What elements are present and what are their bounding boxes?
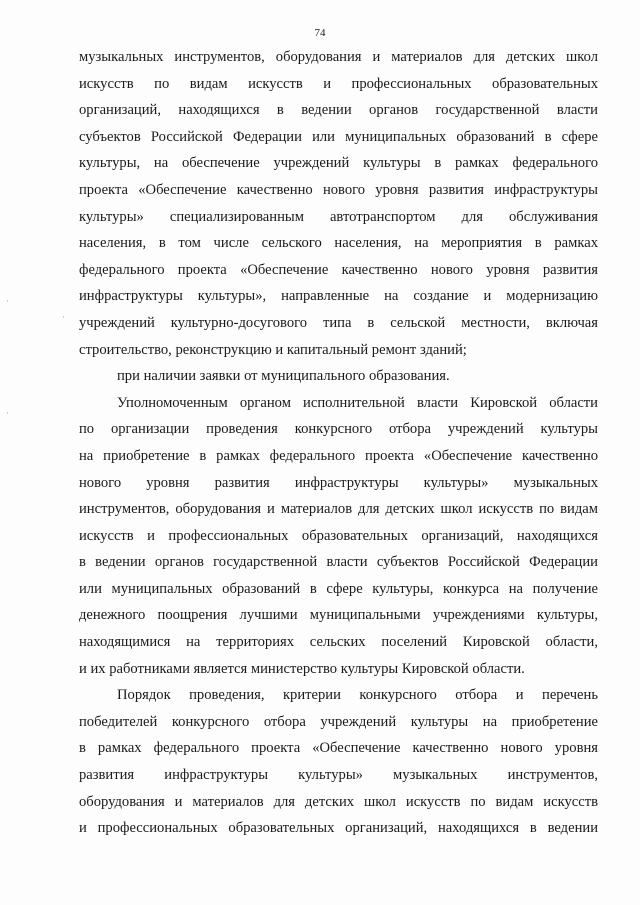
text-line: нового уровня развития инфраструктуры культуры» музыкальных — [79, 474, 598, 491]
text-line: Уполномоченным органом исполнительной власти Кировской области — [117, 394, 598, 411]
text-line: федерального проекта «Обеспечение качественно нового уровня развития — [79, 261, 598, 278]
scan-mark: · — [6, 408, 9, 418]
text-line: и их работниками является министерство культуры Кировской области. — [79, 660, 525, 677]
text-line: музыкальных инструментов, оборудования и материалов для детских школ — [79, 49, 598, 65]
document-body — [79, 44, 598, 842]
scan-mark: · — [62, 312, 65, 322]
text-line: при наличии заявки от муниципального образования. — [117, 368, 450, 385]
text-line: культуры» специализированным автотранспортом для обслуживания — [79, 208, 598, 225]
text-line: учреждений культурно-досугового типа в сельской местности, включая — [79, 314, 598, 331]
text-line: в рамках федерального проекта «Обеспечение качественно нового уровня — [79, 740, 598, 757]
text-line: субъектов Российской Федерации или муниципальных образований в сфере — [79, 128, 598, 145]
text-line: населения, в том числе сельского населения, на мероприятия в рамках — [79, 235, 598, 252]
text-line: победителей конкурсного отбора учреждений культуры на приобретение — [79, 713, 598, 730]
scan-mark: · — [6, 296, 9, 306]
text-line: или муниципальных образований в сфере культуры, конкурса на получение — [79, 580, 598, 597]
paragraph-3 — [79, 390, 598, 683]
text-line: культуры, на обеспечение учреждений культуры в рамках федерального — [79, 155, 598, 172]
text-line: денежного поощрения лучшими муниципальными учреждениями культуры, — [79, 607, 598, 624]
text-line: развития инфраструктуры культуры» музыкальных инструментов, — [79, 767, 598, 784]
text-line: строительство, реконструкцию и капитальный ремонт зданий; — [79, 341, 467, 358]
text-line: находящимися на территориях сельских поселений Кировской области, — [79, 634, 598, 651]
text-line: в ведении органов государственной власти субъектов Российской Федерации — [79, 554, 598, 571]
text-line: проекта «Обеспечение качественно нового уровня развития инфраструктуры — [79, 181, 598, 198]
text-line: и профессиональных образовательных организаций, находящихся в ведении — [79, 820, 598, 837]
paragraph-4 — [79, 682, 598, 842]
text-line: инструментов, оборудования и материалов для детских школ искусств по видам — [79, 501, 598, 518]
text-line: инфраструктуры культуры», направленные на создание и модернизацию — [79, 288, 598, 305]
paragraph-1 — [79, 44, 598, 363]
text-line: на приобретение в рамках федерального проекта «Обеспечение качественно — [79, 447, 598, 464]
text-line: Порядок проведения, критерии конкурсного отбора и перечень — [117, 687, 598, 704]
text-line: оборудования и материалов для детских школ искусств по видам искусств — [79, 793, 598, 810]
text-line: искусств и профессиональных образовательных организаций, находящихся — [79, 527, 598, 544]
text-line: искусств по видам искусств и профессиональных образовательных — [79, 75, 598, 92]
paragraph-2 — [79, 363, 598, 390]
page-number: 74 — [314, 27, 326, 39]
text-line: организаций, находящихся в ведении органов государственной власти — [79, 102, 598, 119]
text-line: по организации проведения конкурсного отбора учреждений культуры — [79, 421, 598, 438]
